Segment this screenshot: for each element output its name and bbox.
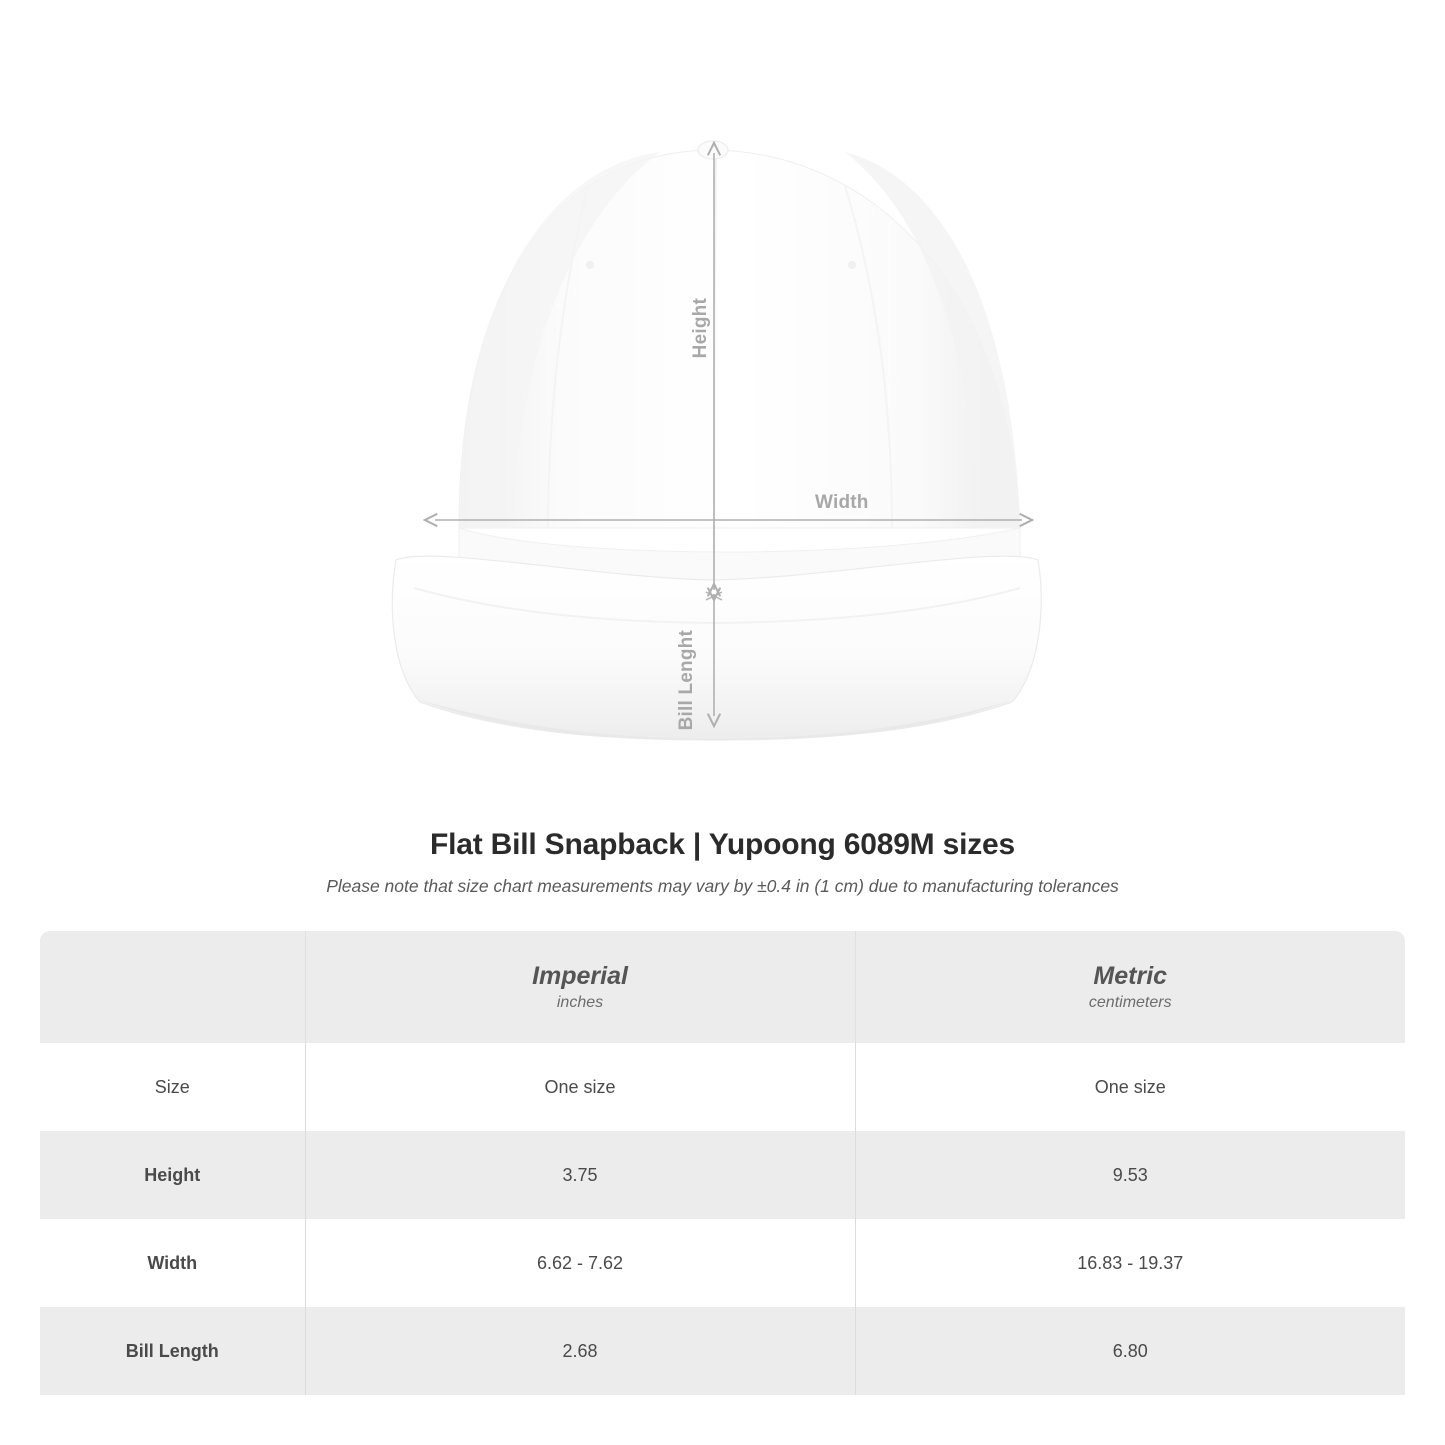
table-row — [40, 1131, 1405, 1219]
page-title: Flat Bill Snapback | Yupoong 6089M sizes — [429, 828, 1015, 861]
header-imperial-title: Imperial — [532, 961, 628, 990]
row-bill-length-metric: 6.80 — [855, 1307, 1405, 1395]
header-metric-unit: centimeters — [1088, 994, 1172, 1012]
header-metric-title: Metric — [1093, 961, 1168, 990]
height-dimension-label: Height — [690, 298, 711, 359]
row-label-height: Height — [40, 1131, 305, 1219]
bill-length-line-2: Lenght — [676, 630, 697, 695]
bill-length-dimension-label — [676, 630, 698, 730]
header-imperial-cell — [305, 931, 855, 1043]
header-corner-cell — [40, 931, 305, 1043]
table-row — [40, 1043, 1405, 1131]
table-header-row — [40, 931, 1405, 1043]
table-row — [40, 1307, 1405, 1395]
row-height-imperial: 3.75 — [305, 1131, 855, 1219]
size-table — [40, 931, 1405, 1395]
tolerance-note: Please note that size chart measurements may vary by ±0.4 in (1 cm) due to manufacturing tolerances — [326, 876, 1119, 896]
header-metric-cell — [855, 931, 1405, 1043]
row-width-imperial: 6.62 - 7.62 — [305, 1219, 855, 1307]
bill-length-line-1: Bill — [676, 700, 697, 731]
size-table-wrapper — [40, 931, 1405, 1395]
row-height-metric: 9.53 — [855, 1131, 1405, 1219]
row-size-imperial: One size — [305, 1043, 855, 1131]
table-row — [40, 1219, 1405, 1307]
title-block — [0, 810, 1445, 897]
row-label-size: Size — [40, 1043, 305, 1131]
row-size-metric: One size — [855, 1043, 1405, 1131]
row-bill-length-imperial: 2.68 — [305, 1307, 855, 1395]
width-dimension-label: Width — [815, 492, 869, 513]
row-width-metric: 16.83 - 19.37 — [855, 1219, 1405, 1307]
row-label-bill-length: Bill Length — [40, 1307, 305, 1395]
row-label-width: Width — [40, 1219, 305, 1307]
header-imperial-unit: inches — [556, 994, 604, 1012]
